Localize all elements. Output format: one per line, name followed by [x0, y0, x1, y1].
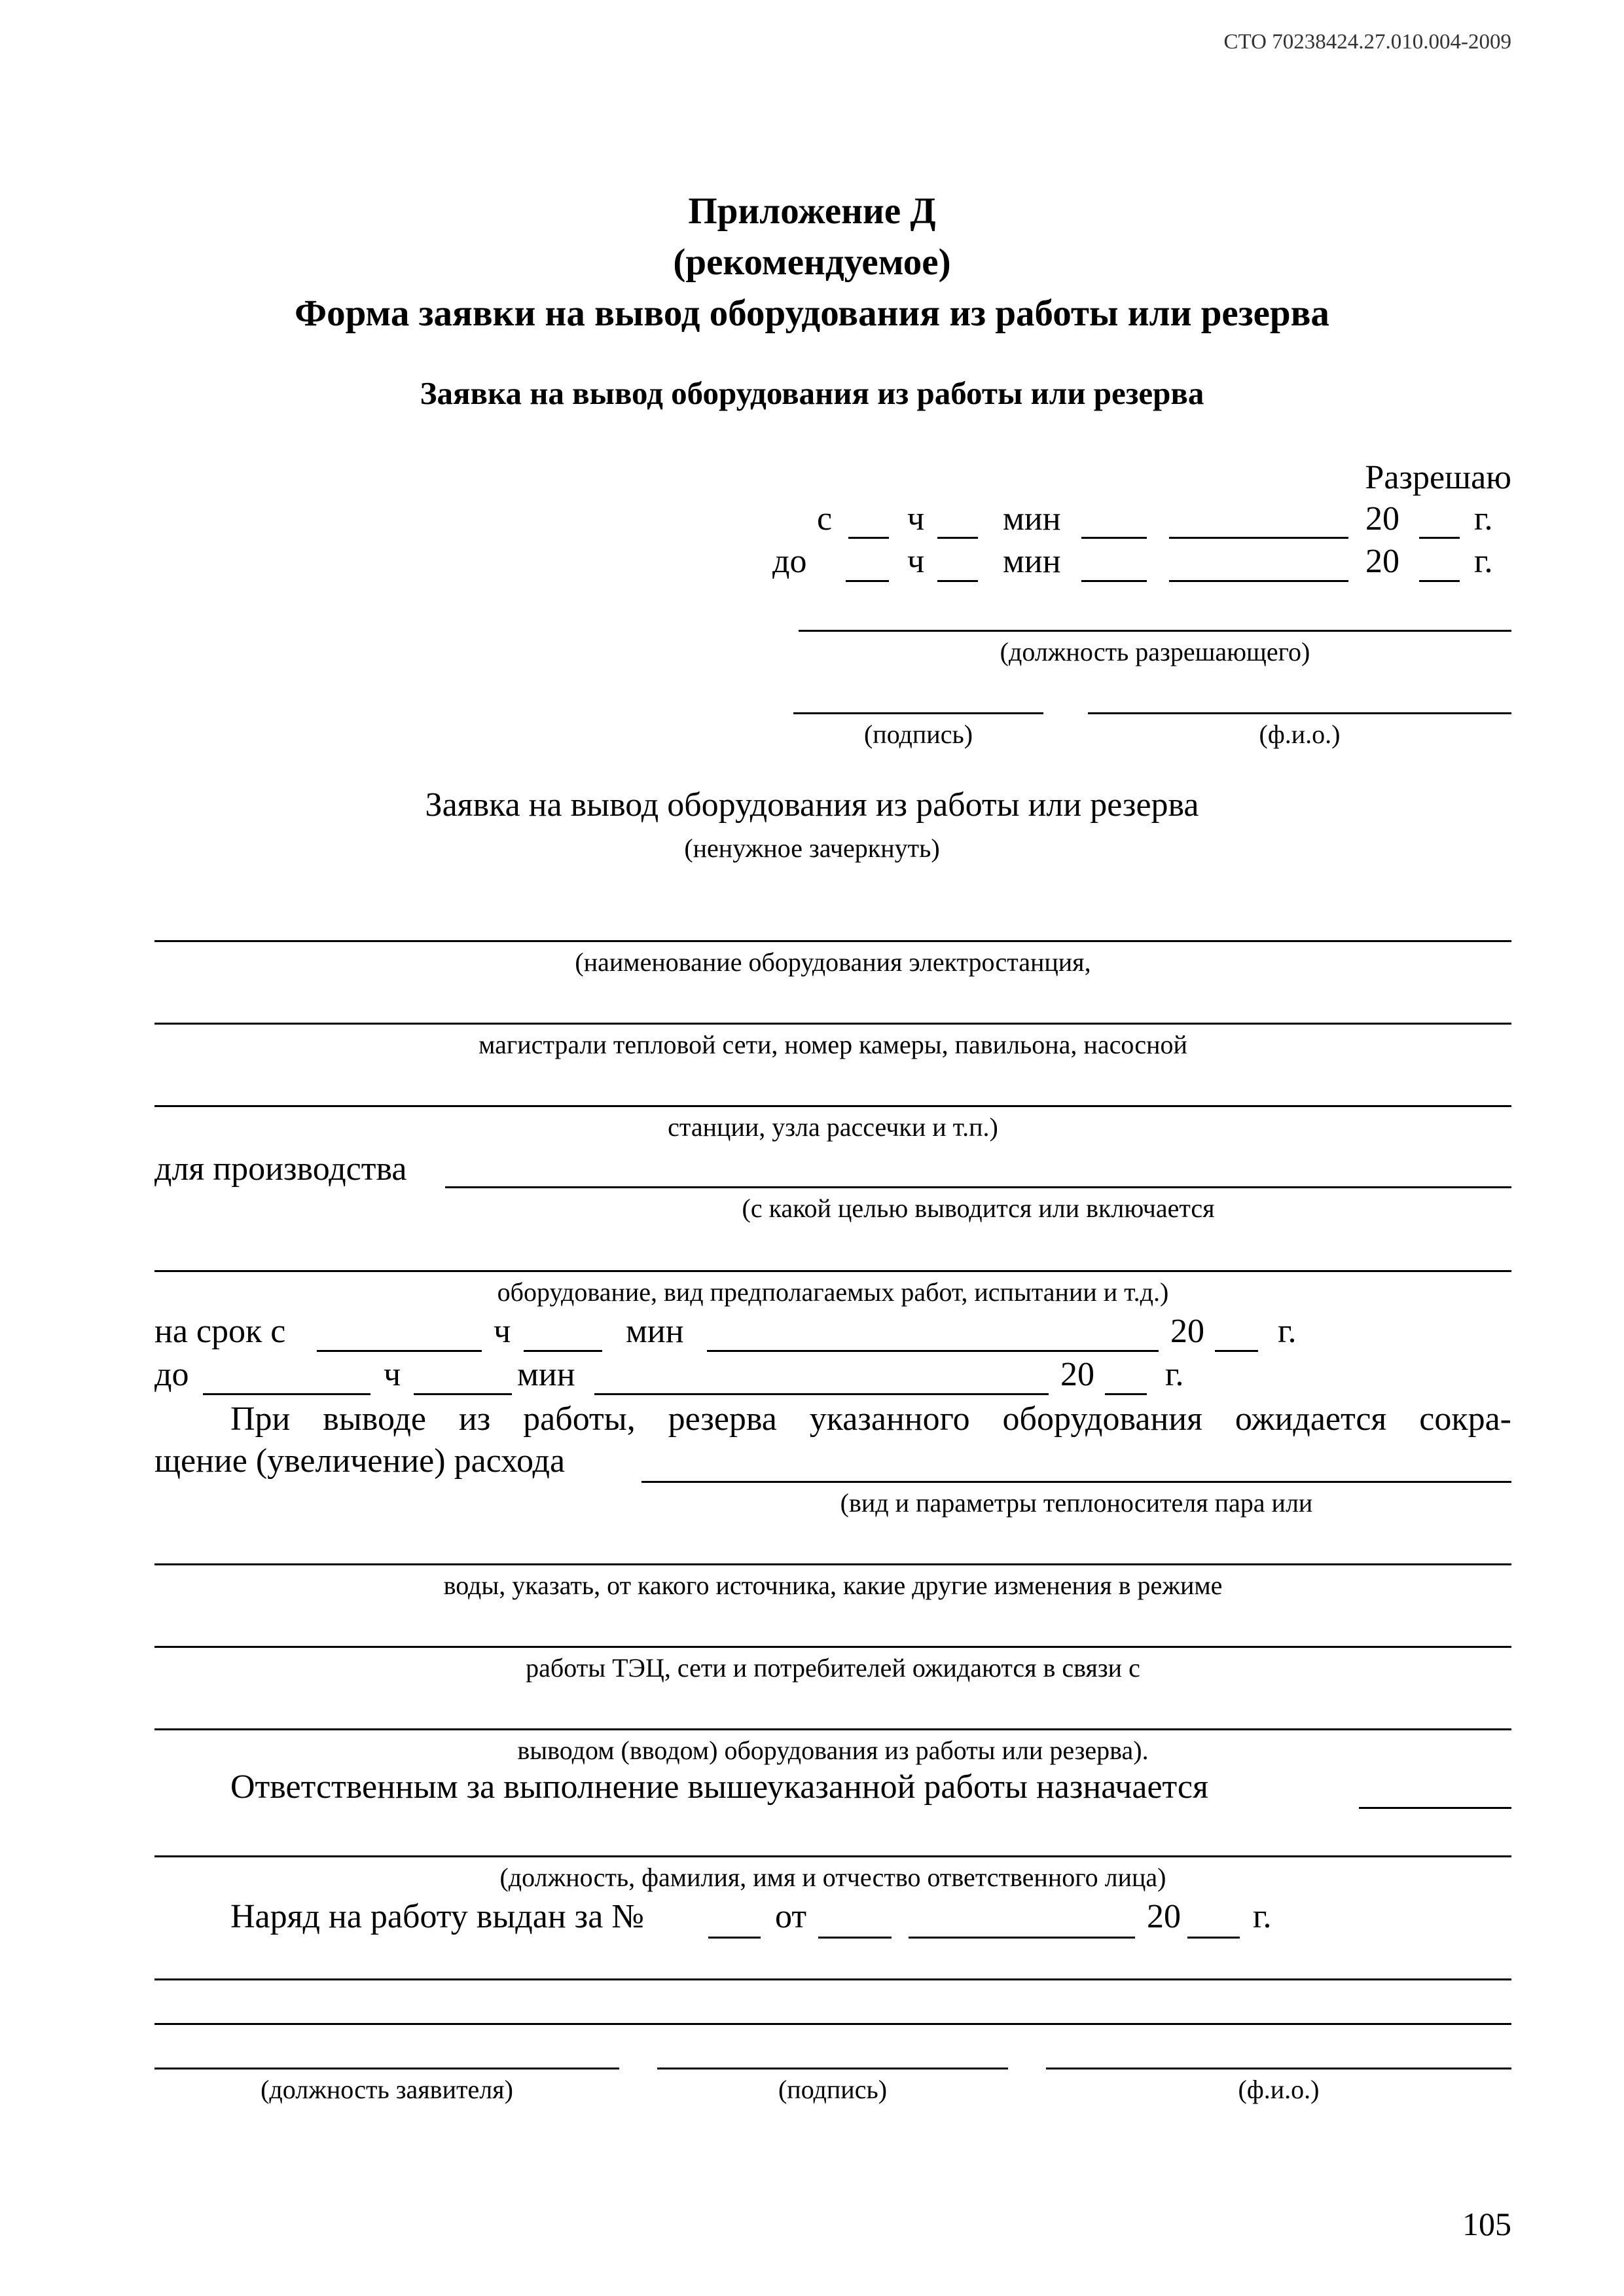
approval-from-century: 20 — [1365, 500, 1399, 538]
responsible-field[interactable] — [154, 1855, 1511, 1857]
allow-label: Разрешаю — [1365, 459, 1511, 496]
approval-to-day-field[interactable] — [1081, 580, 1147, 582]
order-year-suffix: г. — [1253, 1898, 1272, 1935]
equipment-field-2[interactable] — [154, 1023, 1511, 1025]
approval-to-century: 20 — [1365, 543, 1399, 580]
applicant-fio-field[interactable] — [1046, 2068, 1511, 2069]
equipment-caption-2: магистрали тепловой сети, номер камеры, павильона, насосной — [478, 1030, 1187, 1059]
term-from-hours-label: ч — [494, 1313, 511, 1350]
term-from-date-field[interactable] — [707, 1350, 1159, 1352]
approval-from-hours-label: ч — [907, 500, 925, 538]
term-to-prefix: до — [154, 1356, 189, 1393]
applicant-signature-field[interactable] — [657, 2068, 1008, 2069]
consumption-field-3[interactable] — [154, 1646, 1511, 1648]
term-from-century: 20 — [1170, 1313, 1204, 1350]
blank-line-1[interactable] — [154, 1978, 1511, 1980]
approval-to-year-suffix: г. — [1474, 543, 1493, 580]
term-to-century: 20 — [1060, 1356, 1094, 1393]
responsible-caption: (должность, фамилия, имя и отчество ответственного лица) — [499, 1863, 1166, 1892]
form-title: Заявка на вывод оборудования из работы или резерва — [420, 375, 1204, 411]
order-number-field[interactable] — [708, 1937, 761, 1939]
approval-from-year-field[interactable] — [1419, 537, 1460, 539]
equipment-caption-3: станции, узла рассечки и т.п.) — [668, 1112, 998, 1142]
purpose-caption-1: (с какой целью выводится или включается — [742, 1194, 1215, 1223]
responsible-field-start[interactable] — [1359, 1807, 1511, 1809]
appendix-title: Приложение Д — [688, 191, 936, 232]
term-from-prefix: на срок с — [154, 1313, 286, 1350]
consumption-field[interactable] — [641, 1481, 1511, 1483]
consumption-field-2[interactable] — [154, 1563, 1511, 1565]
term-to-hours-field[interactable] — [203, 1393, 370, 1395]
applicant-position-field[interactable] — [154, 2068, 619, 2069]
appendix-form-name: Форма заявки на вывод оборудования из работы или резерва — [295, 293, 1329, 334]
approval-to-minutes-field[interactable] — [937, 580, 978, 582]
consumption-caption-3: работы ТЭЦ, сети и потребителей ожидаются в связи с — [526, 1653, 1140, 1683]
order-text: Наряд на работу выдан за № — [230, 1898, 644, 1935]
term-from-minutes-label: мин — [626, 1313, 684, 1350]
approver-signature-field[interactable] — [793, 712, 1043, 714]
approval-to-minutes-label: мин — [1003, 543, 1061, 580]
consumption-caption-2: воды, указать, от какого источника, какие другие изменения в режиме — [443, 1571, 1223, 1600]
page-number: 105 — [1462, 2206, 1511, 2242]
term-to-year-suffix: г. — [1165, 1356, 1184, 1393]
approver-signature-caption: (подпись) — [863, 720, 973, 749]
term-to-minutes-field[interactable] — [414, 1393, 512, 1395]
approval-to-month-field[interactable] — [1169, 580, 1348, 582]
responsible-text: Ответственным за выполнение вышеуказанной работы назначается — [230, 1768, 1208, 1806]
order-year-field[interactable] — [1187, 1937, 1240, 1939]
purpose-field-2[interactable] — [154, 1270, 1511, 1272]
equipment-field-3[interactable] — [154, 1105, 1511, 1107]
approval-from-minutes-field[interactable] — [937, 537, 978, 539]
document-code: СТО 70238424.27.010.004-2009 — [1223, 30, 1511, 54]
blank-line-2[interactable] — [154, 2023, 1511, 2025]
request-heading: Заявка на вывод оборудования из работы или резерва — [425, 786, 1199, 824]
order-month-field[interactable] — [909, 1937, 1135, 1939]
term-to-date-field[interactable] — [594, 1393, 1049, 1395]
order-day-field[interactable] — [818, 1937, 892, 1939]
order-century: 20 — [1147, 1898, 1181, 1935]
order-from-label: от — [775, 1898, 807, 1935]
approver-position-caption: (должность разрешающего) — [1000, 637, 1310, 666]
term-from-year-suffix: г. — [1278, 1313, 1297, 1350]
applicant-fio-caption: (ф.и.о.) — [1238, 2075, 1320, 2104]
purpose-caption-2: оборудование, вид предполагаемых работ, испытании и т.д.) — [497, 1277, 1169, 1307]
purpose-label: для производства — [154, 1150, 407, 1188]
approval-to-hours-field[interactable] — [846, 580, 889, 582]
approver-fio-caption: (ф.и.о.) — [1259, 720, 1341, 749]
purpose-field[interactable] — [445, 1186, 1511, 1188]
request-heading-note: (ненужное зачеркнуть) — [684, 833, 940, 863]
applicant-signature-caption: (подпись) — [778, 2075, 888, 2104]
approval-from-minutes-label: мин — [1003, 500, 1061, 538]
approval-to-hours-label: ч — [907, 543, 925, 580]
approver-fio-field[interactable] — [1088, 712, 1511, 714]
approval-from-prefix: с — [817, 500, 833, 538]
consumption-caption-1: (вид и параметры теплоносителя пара или — [840, 1488, 1313, 1518]
term-to-year-field[interactable] — [1105, 1393, 1147, 1395]
approval-from-hours-field[interactable] — [848, 537, 889, 539]
approval-to-year-field[interactable] — [1419, 580, 1460, 582]
approval-from-day-field[interactable] — [1081, 537, 1147, 539]
approver-position-field[interactable] — [799, 630, 1511, 632]
appendix-status: (рекомендуемое) — [673, 242, 951, 283]
term-from-minutes-field[interactable] — [524, 1350, 602, 1352]
equipment-caption-1: (наименование оборудования электростанция, — [575, 947, 1091, 977]
term-to-minutes-label: мин — [517, 1356, 575, 1393]
approval-from-month-field[interactable] — [1169, 537, 1348, 539]
term-from-hours-field[interactable] — [317, 1350, 482, 1352]
term-from-year-field[interactable] — [1215, 1350, 1258, 1352]
term-to-hours-label: ч — [384, 1356, 401, 1393]
equipment-field-1[interactable] — [154, 940, 1511, 942]
approval-from-year-suffix: г. — [1474, 500, 1493, 538]
consumption-caption-4: выводом (вводом) оборудования из работы или резерва). — [517, 1736, 1149, 1765]
approval-to-prefix: до — [772, 543, 807, 580]
consumption-field-4[interactable] — [154, 1728, 1511, 1730]
consumption-text-1: При выводе из работы, резерва указанного оборудования ожидается сокра- — [230, 1400, 1511, 1438]
applicant-position-caption: (должность заявителя) — [261, 2075, 513, 2104]
consumption-text-2: щение (увеличение) расхода — [154, 1442, 566, 1480]
